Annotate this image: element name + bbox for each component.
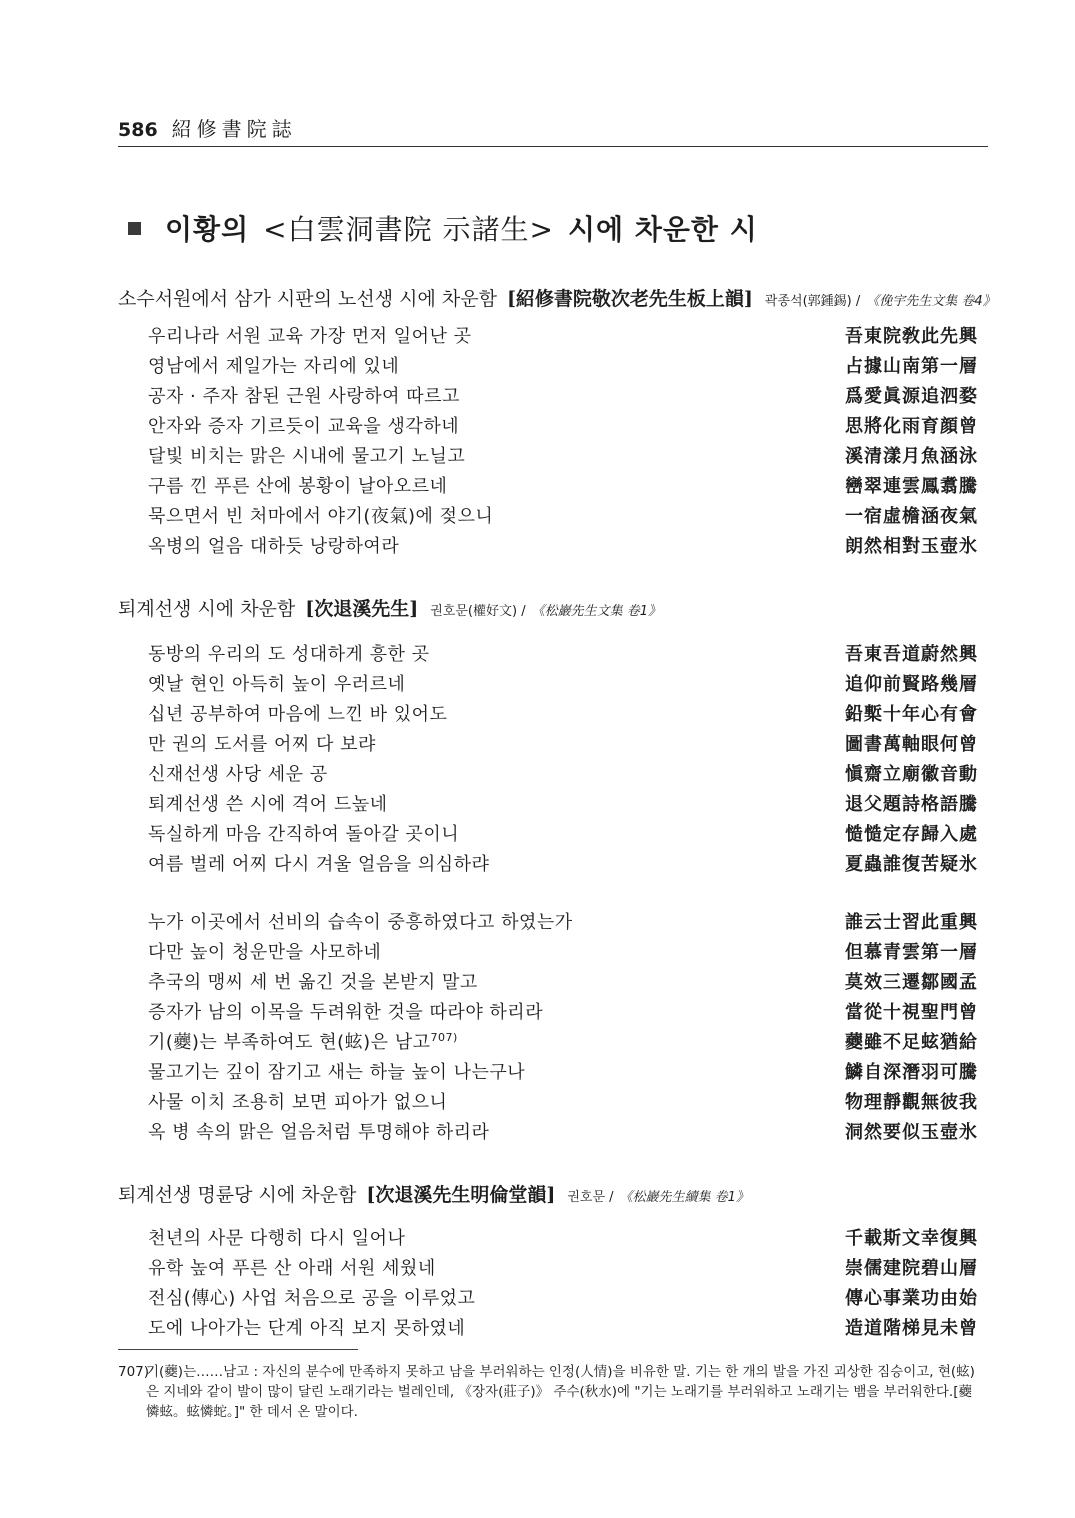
verse-hanja: 一宿虛檐涵夜氣 xyxy=(845,506,978,527)
verse-korean: 공자 · 주자 참된 근원 사랑하여 따르고 xyxy=(148,386,460,407)
verse-line xyxy=(148,728,978,758)
verse-hanja: 退父題詩格語騰 xyxy=(845,794,978,815)
verse-line xyxy=(148,1086,978,1116)
poem-title xyxy=(118,594,1018,626)
verse-hanja: 占據山南第一層 xyxy=(845,356,978,377)
verse-line xyxy=(148,440,978,470)
verse-line xyxy=(148,818,978,848)
poem-source: 《松巖先生文集 卷1》 xyxy=(531,604,661,619)
poem-body xyxy=(148,638,978,878)
verse-korean: 사물 이치 조용히 보면 피아가 없으니 xyxy=(148,1092,448,1113)
footnote xyxy=(118,1362,980,1422)
verse-korean-text: 기(蘷)는 부족하여도 현(蚿)은 남고 xyxy=(148,1032,431,1053)
running-header xyxy=(118,112,988,147)
poem-title-ko: 소수서원에서 삼가 시판의 노선생 시에 차운함 xyxy=(118,288,497,310)
verse-hanja: 但慕青雲第一層 xyxy=(845,942,978,963)
verse-line xyxy=(148,1056,978,1086)
verse-hanja: 慥慥定存歸入處 xyxy=(845,824,978,845)
verse-line xyxy=(148,380,978,410)
verse-line xyxy=(148,966,978,996)
poem-body xyxy=(148,906,978,1146)
verse-line xyxy=(148,1026,978,1056)
poem-author: 권호문 / xyxy=(567,1190,614,1205)
verse-hanja: 巒翠連雲鳳翥騰 xyxy=(845,476,978,497)
verse-korean: 옛날 현인 아득히 높이 우러르네 xyxy=(148,674,406,695)
verse-line xyxy=(148,758,978,788)
verse-korean: 달빛 비치는 맑은 시내에 물고기 노닐고 xyxy=(148,446,466,467)
verse-hanja: 崇儒建院碧山層 xyxy=(845,1258,978,1279)
verse-line xyxy=(148,1252,978,1282)
verse-line xyxy=(148,500,978,530)
verse-hanja: 愼齋立廟徽音動 xyxy=(845,764,978,785)
verse-hanja: 鱗自深潛羽可騰 xyxy=(845,1062,978,1083)
section-title-tail: 시에 차운한 시 xyxy=(567,213,758,246)
verse-line xyxy=(148,996,978,1026)
verse-hanja: 溪清漾月魚涵泳 xyxy=(845,446,978,467)
verse-hanja: 朗然相對玉壺氷 xyxy=(845,536,978,557)
verse-line xyxy=(148,936,978,966)
verse-korean: 우리나라 서원 교육 가장 먼저 일어난 곳 xyxy=(148,326,472,347)
footnote-ref: 707) xyxy=(430,1031,458,1044)
square-bullet-icon xyxy=(128,222,141,235)
verse-line xyxy=(148,1282,978,1312)
section-title-han: <白雲洞書院 示諸生> xyxy=(263,213,554,246)
verse-korean: 전심(傳心) 사업 처음으로 공을 이루었고 xyxy=(148,1288,476,1309)
poem-author: 곽종석(郭鍾錫) / xyxy=(764,294,861,309)
verse-line xyxy=(148,668,978,698)
verse-korean: 묵으면서 빈 처마에서 야기(夜氣)에 젖으니 xyxy=(148,506,494,527)
verse-hanja: 造道階梯見未曾 xyxy=(845,1318,978,1339)
verse-korean xyxy=(148,1028,458,1054)
verse-korean: 옥병의 얼음 대하듯 낭랑하여라 xyxy=(148,536,400,557)
verse-hanja: 傳心事業功由始 xyxy=(845,1288,978,1309)
verse-line xyxy=(148,848,978,878)
verse-korean: 물고기는 깊이 잠기고 새는 하늘 높이 나는구나 xyxy=(148,1062,526,1083)
verse-hanja: 鉛槧十年心有會 xyxy=(845,704,978,725)
verse-korean: 여름 벌레 어찌 다시 겨울 얼음을 의심하랴 xyxy=(148,854,490,875)
verse-korean: 천년의 사문 다행히 다시 일어나 xyxy=(148,1228,406,1249)
verse-korean: 추국의 맹씨 세 번 옮긴 것을 본받지 말고 xyxy=(148,972,478,993)
poem-title xyxy=(118,284,1018,316)
verse-line xyxy=(148,1312,978,1342)
poem-title-han: [紹修書院敬次老先生板上韻] xyxy=(506,288,753,310)
verse-korean: 유학 높여 푸른 산 아래 서원 세웠네 xyxy=(148,1258,436,1279)
verse-hanja: 追仰前賢路幾層 xyxy=(845,674,978,695)
verse-hanja: 吾東院敎此先興 xyxy=(845,326,978,347)
verse-korean: 옥 병 속의 맑은 얼음처럼 투명해야 하리라 xyxy=(148,1122,490,1143)
verse-line xyxy=(148,906,978,936)
poem-body xyxy=(148,1222,978,1342)
verse-hanja: 莫效三遷鄒國孟 xyxy=(845,972,978,993)
verse-hanja: 誰云士習此重興 xyxy=(845,912,978,933)
verse-korean: 만 권의 도서를 어찌 다 보랴 xyxy=(148,734,376,755)
page-number: 586 xyxy=(118,119,158,141)
poem-title-han: [次退溪先生明倫堂韻] xyxy=(366,1184,556,1206)
verse-korean: 도에 나아가는 단계 아직 보지 못하였네 xyxy=(148,1318,466,1339)
footnote-divider xyxy=(118,1349,358,1350)
poem-title xyxy=(118,1180,1018,1212)
verse-korean: 동방의 우리의 도 성대하게 흥한 곳 xyxy=(148,644,430,665)
verse-hanja: 當從十視聖門曾 xyxy=(845,1002,978,1023)
poem-source: 《俛宇先生文集 卷4》 xyxy=(866,294,996,309)
verse-korean: 구름 낀 푸른 산에 봉황이 날아오르네 xyxy=(148,476,448,497)
verse-hanja: 物理靜觀無彼我 xyxy=(845,1092,978,1113)
poem-author: 권호문(權好文) / xyxy=(430,604,526,619)
poem-title-han: [次退溪先生] xyxy=(305,598,419,620)
verse-line xyxy=(148,470,978,500)
verse-line xyxy=(148,788,978,818)
verse-korean: 다만 높이 청운만을 사모하네 xyxy=(148,942,382,963)
verse-korean: 증자가 남의 이목을 두려워한 것을 따라야 하리라 xyxy=(148,1002,544,1023)
verse-korean: 십년 공부하여 마음에 느낀 바 있어도 xyxy=(148,704,448,725)
verse-line xyxy=(148,698,978,728)
verse-korean: 신재선생 사당 세운 공 xyxy=(148,764,328,785)
verse-line xyxy=(148,530,978,560)
verse-hanja: 洞然要似玉壺氷 xyxy=(845,1122,978,1143)
footnote-number: 707) xyxy=(118,1364,150,1380)
verse-hanja: 思將化雨育顔曾 xyxy=(845,416,978,437)
verse-korean: 영남에서 제일가는 자리에 있네 xyxy=(148,356,400,377)
section-title-ko: 이황의 xyxy=(165,213,250,246)
verse-hanja: 吾東吾道蔚然興 xyxy=(845,644,978,665)
poem-title-ko: 퇴계선생 시에 차운함 xyxy=(118,598,296,620)
verse-line xyxy=(148,410,978,440)
verse-hanja: 千載斯文幸復興 xyxy=(845,1228,978,1249)
verse-line xyxy=(148,320,978,350)
verse-hanja: 爲愛眞源追泗婺 xyxy=(845,386,978,407)
verse-korean: 독실하게 마음 간직하여 돌아갈 곳이니 xyxy=(148,824,460,845)
verse-hanja: 夏蟲誰復苦疑氷 xyxy=(845,854,978,875)
verse-hanja: 圖書萬軸眼何曾 xyxy=(845,734,978,755)
poem-body xyxy=(148,320,978,560)
verse-hanja: 蘷雖不足蚿猶給 xyxy=(845,1032,978,1053)
verse-line xyxy=(148,638,978,668)
verse-line xyxy=(148,350,978,380)
verse-korean: 안자와 증자 기르듯이 교육을 생각하네 xyxy=(148,416,460,437)
poem-source: 《松巖先生續集 卷1》 xyxy=(619,1190,749,1205)
poem-title-ko: 퇴계선생 명륜당 시에 차운함 xyxy=(118,1184,357,1206)
verse-line xyxy=(148,1116,978,1146)
verse-korean: 퇴계선생 쓴 시에 격어 드높네 xyxy=(148,794,388,815)
verse-line xyxy=(148,1222,978,1252)
book-title: 紹修書院誌 xyxy=(171,117,297,141)
section-title xyxy=(128,206,978,250)
footnote-text: 기(蘷)는……남고 : 자신의 분수에 만족하지 못하고 남을 부러워하는 인정(人情)을 비유한 말. 기는 한 개의 발을 가진 괴상한 짐승이고, 현(蚿)은 지네와 같이 발이 많이 달린 노래기라는 벌레인데, 《장자(莊子)》 주수(秋水)에 "기는 노래기를 부러워하고 노래기는 뱀을 부러워한다.[蘷憐蚿。蚿憐蛇。]" 한 데서 온 말이다. xyxy=(146,1364,975,1420)
verse-korean: 누가 이곳에서 선비의 습속이 중흥하였다고 하였는가 xyxy=(148,912,573,933)
